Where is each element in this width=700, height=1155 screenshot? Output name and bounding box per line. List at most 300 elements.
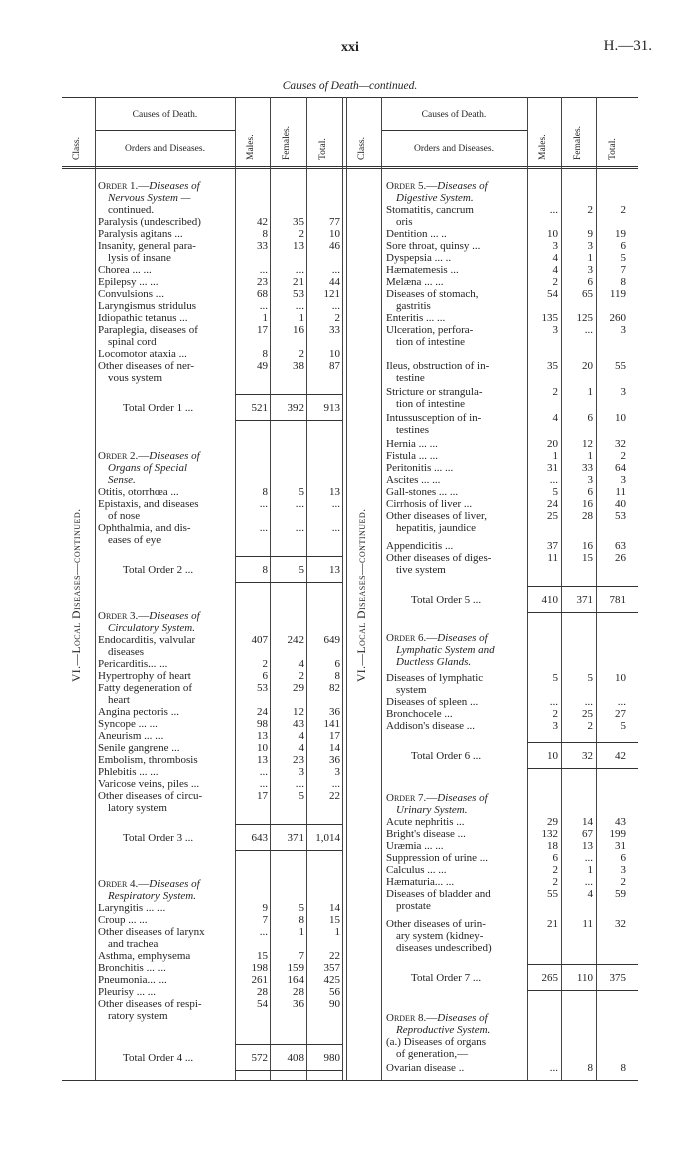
females-value: 3	[587, 240, 593, 252]
class-label-left: VI.—Local Diseases—continued.	[71, 508, 83, 682]
disease-label: Acute nephritis ...	[386, 816, 465, 828]
disease-label: Ulceration, perfora-	[386, 324, 474, 336]
total-value: 2	[620, 450, 626, 462]
females-value: 125	[576, 312, 593, 324]
males-value: 13	[257, 754, 268, 766]
males-value: ...	[259, 498, 268, 510]
females-value: 29	[293, 682, 304, 694]
females-value: 36	[293, 998, 304, 1010]
disease-label: diseases undescribed)	[396, 942, 492, 954]
disease-label: Phlebitis ... ...	[98, 766, 159, 778]
disease-label: continued.	[108, 204, 155, 216]
disease-label: Peritonitis ... ...	[386, 462, 454, 474]
females-value: 6	[587, 412, 593, 424]
total-value: 40	[615, 498, 626, 510]
total-rule	[235, 420, 342, 421]
males-value: 54	[257, 998, 268, 1010]
males-value: 3	[552, 324, 558, 336]
page-reference: H.—31.	[603, 38, 652, 54]
disease-label: Croup ... ...	[98, 914, 148, 926]
total-value: 55	[615, 360, 626, 372]
disease-label: Senile gangrene ...	[98, 742, 180, 754]
disease-label: Endocarditis, valvular	[98, 634, 196, 646]
males-value: 33	[257, 240, 268, 252]
disease-label: Addison's disease ...	[386, 720, 476, 732]
females-value: 4	[298, 658, 304, 670]
males-value: ...	[549, 474, 558, 486]
disease-label: Calculus ... ...	[386, 864, 447, 876]
females-value: 65	[582, 288, 593, 300]
total-value: 8	[620, 1062, 626, 1074]
females-value: 35	[293, 216, 304, 228]
males-value: 2	[552, 276, 558, 288]
disease-label: eases of eye	[108, 534, 162, 546]
males-value: 35	[547, 360, 558, 372]
females-value: ...	[295, 300, 304, 312]
total-value: 82	[329, 682, 340, 694]
order-heading: Order 7.—Diseases of	[386, 792, 488, 804]
disease-label: Pneumonia... ...	[98, 974, 167, 986]
males-value: 23	[257, 276, 268, 288]
males-value: ...	[259, 778, 268, 790]
total-row-label: Total Order 7 ...	[411, 972, 482, 984]
col-rule	[270, 97, 271, 1080]
total-rule	[235, 582, 342, 583]
total-value: 27	[615, 708, 626, 720]
females-value: 7	[298, 950, 304, 962]
males-value: 37	[547, 540, 558, 552]
females-value: ...	[295, 522, 304, 534]
disease-label: diseases	[108, 646, 145, 658]
disease-label: ratory system	[108, 1010, 168, 1022]
females-value: 15	[582, 552, 593, 564]
males-value: 198	[251, 962, 268, 974]
disease-label: system	[396, 684, 427, 696]
total-row-label: Total Order 3 ...	[123, 832, 194, 844]
disease-label: Laryngitis ... ...	[98, 902, 166, 914]
males-value: 11	[547, 552, 558, 564]
disease-label: Ductless Glands.	[396, 656, 472, 668]
disease-label: Laryngismus stridulus	[98, 300, 197, 312]
disease-label: Other diseases of circu-	[98, 790, 203, 802]
disease-label: Hæmaturia... ...	[386, 876, 455, 888]
total-value: ...	[331, 300, 340, 312]
total-row-label: Total Order 4 ...	[123, 1052, 194, 1064]
total-value: ...	[331, 522, 340, 534]
disease-label: hepatitis, jaundice	[396, 522, 477, 534]
disease-label: Diseases of lymphatic	[386, 672, 484, 684]
total-value: 649	[323, 634, 340, 646]
males-value: 17	[257, 324, 268, 336]
total-rule	[235, 394, 342, 395]
females-value: 371	[287, 832, 304, 844]
females-value: 159	[287, 962, 304, 974]
males-value: 2	[552, 864, 558, 876]
disease-label: Ileus, obstruction of in-	[386, 360, 490, 372]
disease-label: Hypertrophy of heart	[98, 670, 191, 682]
total-value: 121	[323, 288, 340, 300]
disease-label: Paralysis (undescribed)	[98, 216, 201, 228]
males-value: 21	[547, 918, 558, 930]
total-value: 15	[329, 914, 340, 926]
disease-label: Melæna ... ...	[386, 276, 444, 288]
males-value: 6	[552, 852, 558, 864]
disease-label: ary system (kidney-	[396, 930, 484, 942]
disease-label: Idiopathic tetanus ...	[98, 312, 188, 324]
disease-label: Bronchitis ... ...	[98, 962, 166, 974]
total-value: 77	[329, 216, 340, 228]
females-value: 12	[582, 438, 593, 450]
total-value: 10	[329, 348, 340, 360]
disease-label: Angina pectoris ...	[98, 706, 179, 718]
disease-label: tive system	[396, 564, 446, 576]
males-value: 20	[547, 438, 558, 450]
disease-label: Respiratory System.	[108, 890, 196, 902]
females-value: 1	[587, 450, 593, 462]
males-value: 55	[547, 888, 558, 900]
disease-label: Embolism, thrombosis	[98, 754, 198, 766]
females-value: 5	[298, 486, 304, 498]
disease-label: Asthma, emphysema	[98, 950, 191, 962]
class-header: Class.	[72, 137, 82, 160]
total-value: 6	[620, 852, 626, 864]
total-value: 46	[329, 240, 340, 252]
males-value: 42	[257, 216, 268, 228]
females-value: 8	[298, 914, 304, 926]
females-value: 5	[298, 902, 304, 914]
total-value: ...	[617, 696, 626, 708]
disease-label: Diseases of spleen ...	[386, 696, 479, 708]
females-value: 38	[293, 360, 304, 372]
males-value: 13	[257, 730, 268, 742]
total-value: 3	[620, 386, 626, 398]
total-value: 26	[615, 552, 626, 564]
total-value: ...	[331, 778, 340, 790]
total-value: 3	[334, 766, 340, 778]
males-value: 8	[262, 228, 268, 240]
total-value: 1,014	[315, 832, 340, 844]
disease-label: Otitis, otorrhœa ...	[98, 486, 179, 498]
disease-label: Hæmatemesis ...	[386, 264, 459, 276]
total-value: 10	[615, 412, 626, 424]
disease-label: Bronchocele ...	[386, 708, 453, 720]
disease-label: Sore throat, quinsy ...	[386, 240, 481, 252]
total-value: 36	[329, 754, 340, 766]
males-value: 31	[547, 462, 558, 474]
males-value: 29	[547, 816, 558, 828]
total-value: 22	[329, 790, 340, 802]
total-rule	[527, 964, 638, 965]
total-value: 63	[615, 540, 626, 552]
causes-header: Causes of Death.	[421, 110, 487, 120]
females-value: 11	[582, 918, 593, 930]
males-value: 132	[541, 828, 558, 840]
total-value: 1	[334, 926, 340, 938]
col-rule	[527, 97, 528, 1080]
females-value: 32	[582, 750, 593, 762]
males-value: 3	[552, 720, 558, 732]
disease-label: lysis of insane	[108, 252, 171, 264]
total-value: 10	[615, 672, 626, 684]
total-value: 141	[323, 718, 340, 730]
disease-label: Aneurism ... ...	[98, 730, 164, 742]
total-value: 42	[615, 750, 626, 762]
total-value: 14	[329, 902, 340, 914]
total-value: 119	[609, 288, 626, 300]
females-value: 33	[582, 462, 593, 474]
males-value: ...	[549, 696, 558, 708]
males-value: 5	[552, 486, 558, 498]
disease-label: Chorea ... ...	[98, 264, 152, 276]
males-value: 265	[541, 972, 558, 984]
total-value: 2	[620, 876, 626, 888]
disease-label: Other diseases of diges-	[386, 552, 492, 564]
females-value: ...	[584, 876, 593, 888]
males-value: 10	[547, 228, 558, 240]
total-rule	[527, 768, 638, 769]
males-value: 2	[552, 386, 558, 398]
females-value: 6	[587, 276, 593, 288]
disease-label: Epistaxis, and diseases	[98, 498, 199, 510]
males-value: 68	[257, 288, 268, 300]
disease-label: Pleurisy ... ...	[98, 986, 157, 998]
males-value: 8	[262, 348, 268, 360]
females-value: 3	[587, 474, 593, 486]
females-value: 3	[298, 766, 304, 778]
females-value: 1	[587, 864, 593, 876]
total-value: 59	[615, 888, 626, 900]
disease-label: gastritis	[396, 300, 431, 312]
males-value: 10	[257, 742, 268, 754]
males-value: ...	[259, 264, 268, 276]
total-value: 10	[329, 228, 340, 240]
total-value: ...	[331, 498, 340, 510]
males-value: 572	[251, 1052, 268, 1064]
disease-label: Locomotor ataxia ...	[98, 348, 187, 360]
disease-label: Varicose veins, piles ...	[98, 778, 200, 790]
females-value: 164	[287, 974, 304, 986]
header-mid-rule-right	[381, 130, 527, 131]
males-value: 261	[251, 974, 268, 986]
disease-label: tion of intestine	[396, 336, 466, 348]
males-value: 4	[552, 412, 558, 424]
table-subtitle: Causes of Death—continued.	[282, 80, 418, 92]
total-value: 357	[323, 962, 340, 974]
total-value: 7	[620, 264, 626, 276]
males-value: 5	[552, 672, 558, 684]
males-value: 9	[262, 902, 268, 914]
males-value: 7	[262, 914, 268, 926]
col-rule	[596, 97, 597, 1080]
males-value: 410	[541, 594, 558, 606]
disease-label: Stomatitis, cancrum	[386, 204, 474, 216]
total-value: 36	[329, 706, 340, 718]
total-row-label: Total Order 1 ...	[123, 402, 194, 414]
females-value: 16	[582, 540, 593, 552]
disease-label: Diseases of stomach,	[386, 288, 479, 300]
females-value: 4	[587, 888, 593, 900]
total-value: 11	[615, 486, 626, 498]
total-value: 6	[334, 658, 340, 670]
total-value: 31	[615, 840, 626, 852]
males-header: Males.	[246, 134, 256, 160]
disease-label: Bright's disease ...	[386, 828, 466, 840]
females-value: 16	[582, 498, 593, 510]
disease-label: Epilepsy ... ...	[98, 276, 159, 288]
total-value: 425	[323, 974, 340, 986]
disease-label: Fistula ... ...	[386, 450, 438, 462]
females-value: 110	[576, 972, 593, 984]
total-value: 3	[620, 864, 626, 876]
total-value: 2	[334, 312, 340, 324]
disease-label: Other diseases of larynx	[98, 926, 205, 938]
disease-label: oris	[396, 216, 413, 228]
order-heading: Order 8.—Diseases of	[386, 1012, 488, 1024]
col-rule	[306, 97, 307, 1080]
total-value: 19	[615, 228, 626, 240]
females-value: ...	[295, 778, 304, 790]
total-value: 17	[329, 730, 340, 742]
males-value: ...	[259, 522, 268, 534]
females-value: 371	[576, 594, 593, 606]
disease-label: Other diseases of respi-	[98, 998, 202, 1010]
disease-label: Cirrhosis of liver ...	[386, 498, 473, 510]
females-value: 14	[582, 816, 593, 828]
females-value: 9	[587, 228, 593, 240]
total-value: 8	[620, 276, 626, 288]
total-rule	[527, 586, 638, 587]
males-value: ...	[549, 204, 558, 216]
orders-header: Orders and Diseases.	[125, 144, 205, 154]
males-value: 8	[262, 564, 268, 576]
males-value: 8	[262, 486, 268, 498]
total-value: 5	[620, 252, 626, 264]
disease-label: Gall-stones ... ...	[386, 486, 459, 498]
disease-label: (a.) Diseases of organs	[386, 1036, 486, 1048]
total-value: 56	[329, 986, 340, 998]
males-value: 10	[547, 750, 558, 762]
females-value: 5	[298, 790, 304, 802]
disease-label: Organs of Special	[108, 462, 188, 474]
total-value: 22	[329, 950, 340, 962]
disease-label: Enteritis ... ...	[386, 312, 446, 324]
females-value: 6	[587, 486, 593, 498]
males-value: 17	[257, 790, 268, 802]
disease-label: Urinary System.	[396, 804, 468, 816]
females-value: ...	[584, 852, 593, 864]
females-value: 28	[582, 510, 593, 522]
females-value: ...	[584, 324, 593, 336]
females-value: 5	[587, 672, 593, 684]
col-rule	[342, 97, 343, 1080]
total-value: ...	[331, 264, 340, 276]
females-value: 2	[298, 670, 304, 682]
females-value: 4	[298, 742, 304, 754]
total-value: 5	[620, 720, 626, 732]
total-value: 8	[334, 670, 340, 682]
males-value: 4	[552, 264, 558, 276]
class-label-right: VI.—Local Diseases—continued.	[356, 508, 368, 682]
disease-label: Stricture or strangula-	[386, 386, 483, 398]
disease-label: Intussusception of in-	[386, 412, 482, 424]
females-value: 13	[293, 240, 304, 252]
females-value: 2	[298, 348, 304, 360]
disease-label: Lymphatic System and	[396, 644, 495, 656]
males-value: 3	[552, 240, 558, 252]
disease-label: Hernia ... ...	[386, 438, 438, 450]
page-number: xxi	[341, 40, 359, 55]
total-rule	[235, 824, 342, 825]
total-value: 2	[620, 204, 626, 216]
header-bottom-rule-2	[62, 168, 638, 169]
females-value: 16	[293, 324, 304, 336]
disease-label: Circulatory System.	[108, 622, 195, 634]
females-value: 242	[287, 634, 304, 646]
disease-label: latory system	[108, 802, 167, 814]
disease-label: Fatty degeneration of	[98, 682, 193, 694]
females-value: 392	[287, 402, 304, 414]
females-value: 67	[582, 828, 593, 840]
males-value: 135	[541, 312, 558, 324]
males-value: 98	[257, 718, 268, 730]
total-value: 980	[323, 1052, 340, 1064]
total-row-label: Total Order 2 ...	[123, 564, 194, 576]
disease-label: Convulsions ...	[98, 288, 165, 300]
females-value: 53	[293, 288, 304, 300]
females-value: 5	[298, 564, 304, 576]
total-value: 3	[620, 324, 626, 336]
total-value: 13	[329, 564, 340, 576]
females-value: 21	[293, 276, 304, 288]
total-rule	[235, 1070, 342, 1071]
total-value: 3	[620, 474, 626, 486]
total-header: Total.	[318, 138, 328, 160]
disease-label: Ovarian disease ..	[386, 1062, 465, 1074]
disease-label: tion of intestine	[396, 398, 466, 410]
females-value: 2	[587, 720, 593, 732]
females-value: 23	[293, 754, 304, 766]
females-value: 1	[587, 386, 593, 398]
disease-label: Uræmia ... ...	[386, 840, 444, 852]
males-value: 2	[552, 708, 558, 720]
females-value: 12	[293, 706, 304, 718]
col-rule	[561, 97, 562, 1080]
females-value: 3	[587, 264, 593, 276]
disease-label: Reproductive System.	[396, 1024, 491, 1036]
total-value: 33	[329, 324, 340, 336]
males-value: 1	[262, 312, 268, 324]
order-heading: Order 6.—Diseases of	[386, 632, 488, 644]
disease-label: Ascites ... ...	[386, 474, 441, 486]
disease-label: Nervous System —	[108, 192, 191, 204]
females-value: 20	[582, 360, 593, 372]
bottom-rule	[62, 1080, 638, 1081]
total-rule	[527, 612, 638, 613]
total-row-label: Total Order 6 ...	[411, 750, 482, 762]
males-value: 1	[552, 450, 558, 462]
disease-label: and trachea	[108, 938, 159, 950]
males-value: 54	[547, 288, 558, 300]
col-rule	[95, 97, 96, 1080]
males-value: ...	[259, 300, 268, 312]
total-rule	[235, 850, 342, 851]
col-rule	[235, 97, 236, 1080]
females-value: ...	[295, 264, 304, 276]
females-value: ...	[295, 498, 304, 510]
causes-header: Causes of Death.	[132, 110, 198, 120]
females-value: 2	[298, 228, 304, 240]
disease-label: spinal cord	[108, 336, 157, 348]
